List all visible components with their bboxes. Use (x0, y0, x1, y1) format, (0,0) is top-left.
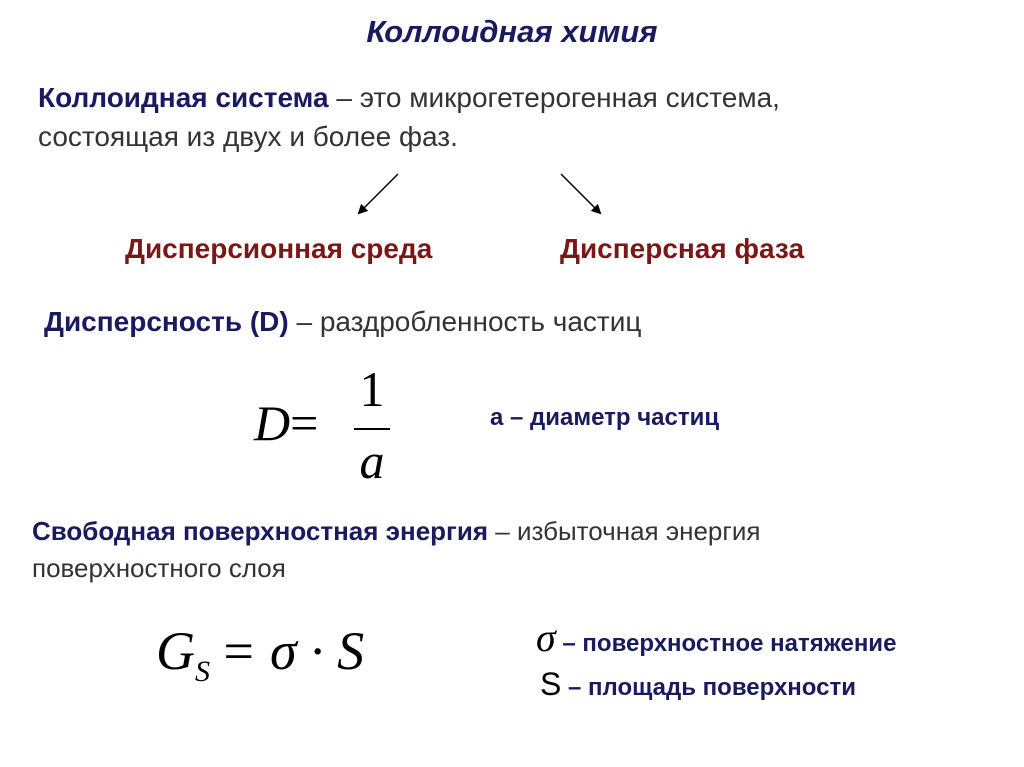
dispersity-term: Дисперсность (D) (44, 306, 289, 337)
colloid-definition (38, 82, 780, 114)
dispersed-phase-label: Дисперсная фаза (560, 233, 805, 264)
s-symbol: S (540, 666, 562, 702)
formula-d-legend: а – диаметр частиц (490, 404, 720, 431)
s-legend (540, 666, 856, 703)
colloid-def-line2: состоящая из двух и более фаз. (38, 121, 458, 152)
formula-d-numerator: 1 (359, 361, 385, 417)
formula-g-rhs: = σ · S (220, 621, 365, 681)
arrow-left-icon (359, 174, 398, 213)
surface-energy-term: Свободная поверхностная энергия (32, 516, 489, 546)
sigma-text: – поверхностное натяжение (555, 630, 897, 657)
dispersity-def: – раздробленность частиц (288, 306, 642, 337)
dispersity-definition (44, 306, 641, 338)
s-text: – площадь поверхности (561, 674, 856, 701)
sigma-symbol: σ (536, 615, 556, 660)
sigma-legend (536, 614, 896, 661)
surface-energy-definition (32, 516, 760, 547)
formula-d-fraction-bar (354, 428, 390, 430)
surface-energy-def-line2: поверхностного слоя (32, 553, 286, 583)
colloid-term: Коллоидная система (38, 82, 329, 113)
formula-d-denominator: a (359, 433, 385, 489)
colloid-def-line1: – это микрогетерогенная система, (328, 82, 780, 113)
surface-energy-def-line1: – избыточная энергия (488, 516, 761, 546)
formula-g-subscript: S (195, 654, 210, 688)
formula-d-symbol: D (254, 395, 291, 451)
formula-d-equals: = (290, 395, 319, 451)
formula-g (156, 620, 364, 689)
dispersion-medium-label: Дисперсионная среда (125, 233, 433, 264)
page-title: Коллоидная химия (366, 14, 658, 49)
formula-d-lhs (254, 394, 318, 452)
arrow-right-icon (561, 174, 600, 213)
formula-g-symbol: G (156, 621, 195, 681)
